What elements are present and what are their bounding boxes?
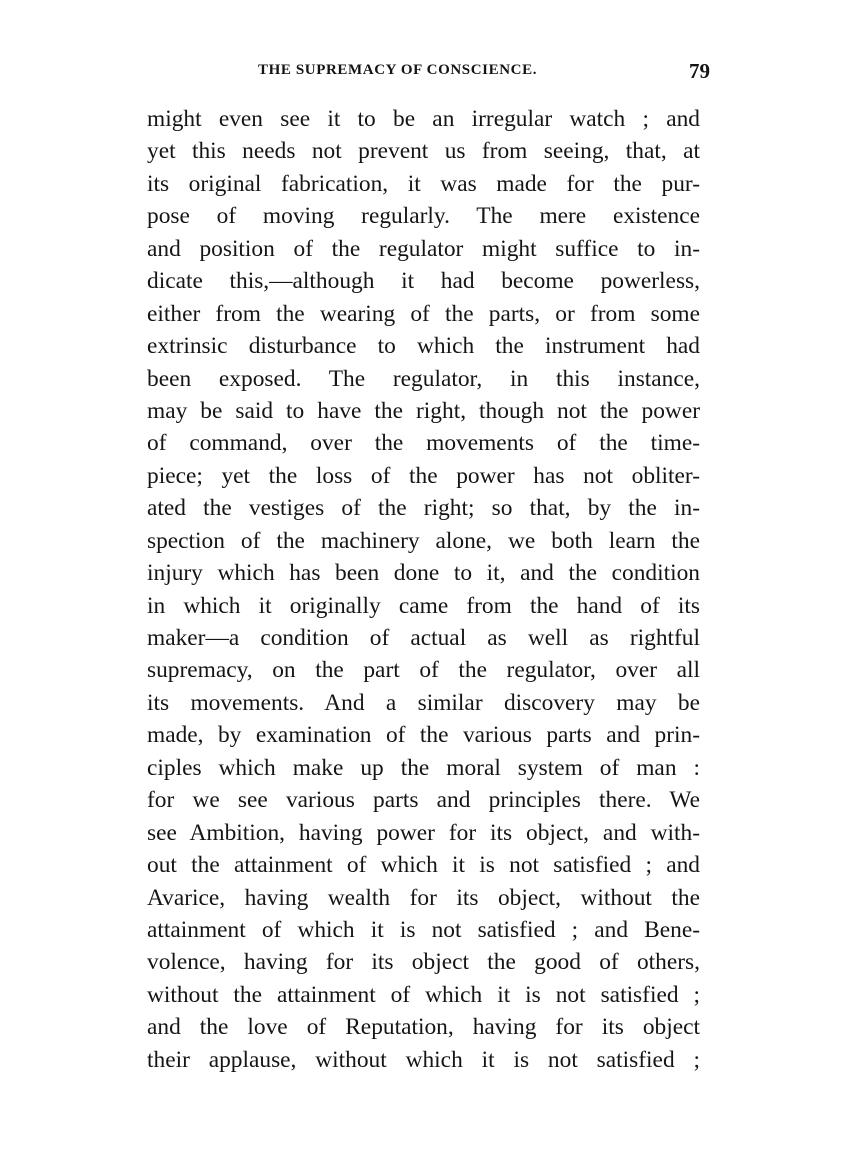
text-line: dicate this,—although it had become powerless, bbox=[147, 268, 700, 295]
text-line: in which it originally came from the hand of its bbox=[147, 592, 700, 619]
text-line: spection of the machinery alone, we both learn the bbox=[147, 527, 700, 554]
text-line: extrinsic disturbance to which the instrument had bbox=[147, 333, 700, 360]
text-line: pose of moving regularly. The mere existence bbox=[147, 203, 700, 230]
text-line: for we see various parts and principles there. We bbox=[147, 787, 700, 814]
text-line: see Ambition, having power for its object, and with- bbox=[147, 819, 700, 846]
text-line: piece; yet the loss of the power has not obliter- bbox=[147, 462, 700, 489]
text-line: their applause, without which it is not satisfied ; bbox=[147, 1046, 700, 1073]
text-line: attainment of which it is not satisfied ; and Bene- bbox=[147, 916, 700, 943]
text-line: volence, having for its object the good of others, bbox=[147, 949, 700, 976]
text-line: and position of the regulator might suffice to in- bbox=[147, 235, 700, 262]
body-text bbox=[147, 103, 700, 1076]
text-line: may be said to have the right, though not the power bbox=[147, 397, 700, 424]
text-line: been exposed. The regulator, in this instance, bbox=[147, 365, 700, 392]
text-line: its movements. And a similar discovery may be bbox=[147, 689, 700, 716]
page-number: 79 bbox=[689, 59, 710, 83]
running-head bbox=[140, 59, 710, 86]
text-line: ciples which make up the moral system of man : bbox=[147, 754, 700, 781]
text-line: its original fabrication, it was made for the pur- bbox=[147, 170, 700, 197]
text-line: ated the vestiges of the right; so that, by the in- bbox=[147, 495, 700, 522]
text-line: of command, over the movements of the time- bbox=[147, 430, 700, 457]
text-line: out the attainment of which it is not satisfied ; and bbox=[147, 852, 700, 879]
text-line: Avarice, having wealth for its object, without the bbox=[147, 884, 700, 911]
text-line: injury which has been done to it, and the condition bbox=[147, 560, 700, 587]
text-line: and the love of Reputation, having for its object bbox=[147, 1014, 700, 1041]
text-line: made, by examination of the various parts and prin- bbox=[147, 722, 700, 749]
text-line: might even see it to be an irregular watch ; and bbox=[147, 106, 700, 132]
text-line: yet this needs not prevent us from seeing, that, at bbox=[147, 138, 700, 165]
text-line: without the attainment of which it is not satisfied ; bbox=[147, 981, 700, 1008]
text-line: either from the wearing of the parts, or from some bbox=[147, 300, 700, 327]
text-line: maker—a condition of actual as well as rightful bbox=[147, 625, 700, 651]
text-line: supremacy, on the part of the regulator, over all bbox=[147, 657, 700, 684]
running-title: THE SUPREMACY OF CONSCIENCE. bbox=[258, 62, 538, 78]
